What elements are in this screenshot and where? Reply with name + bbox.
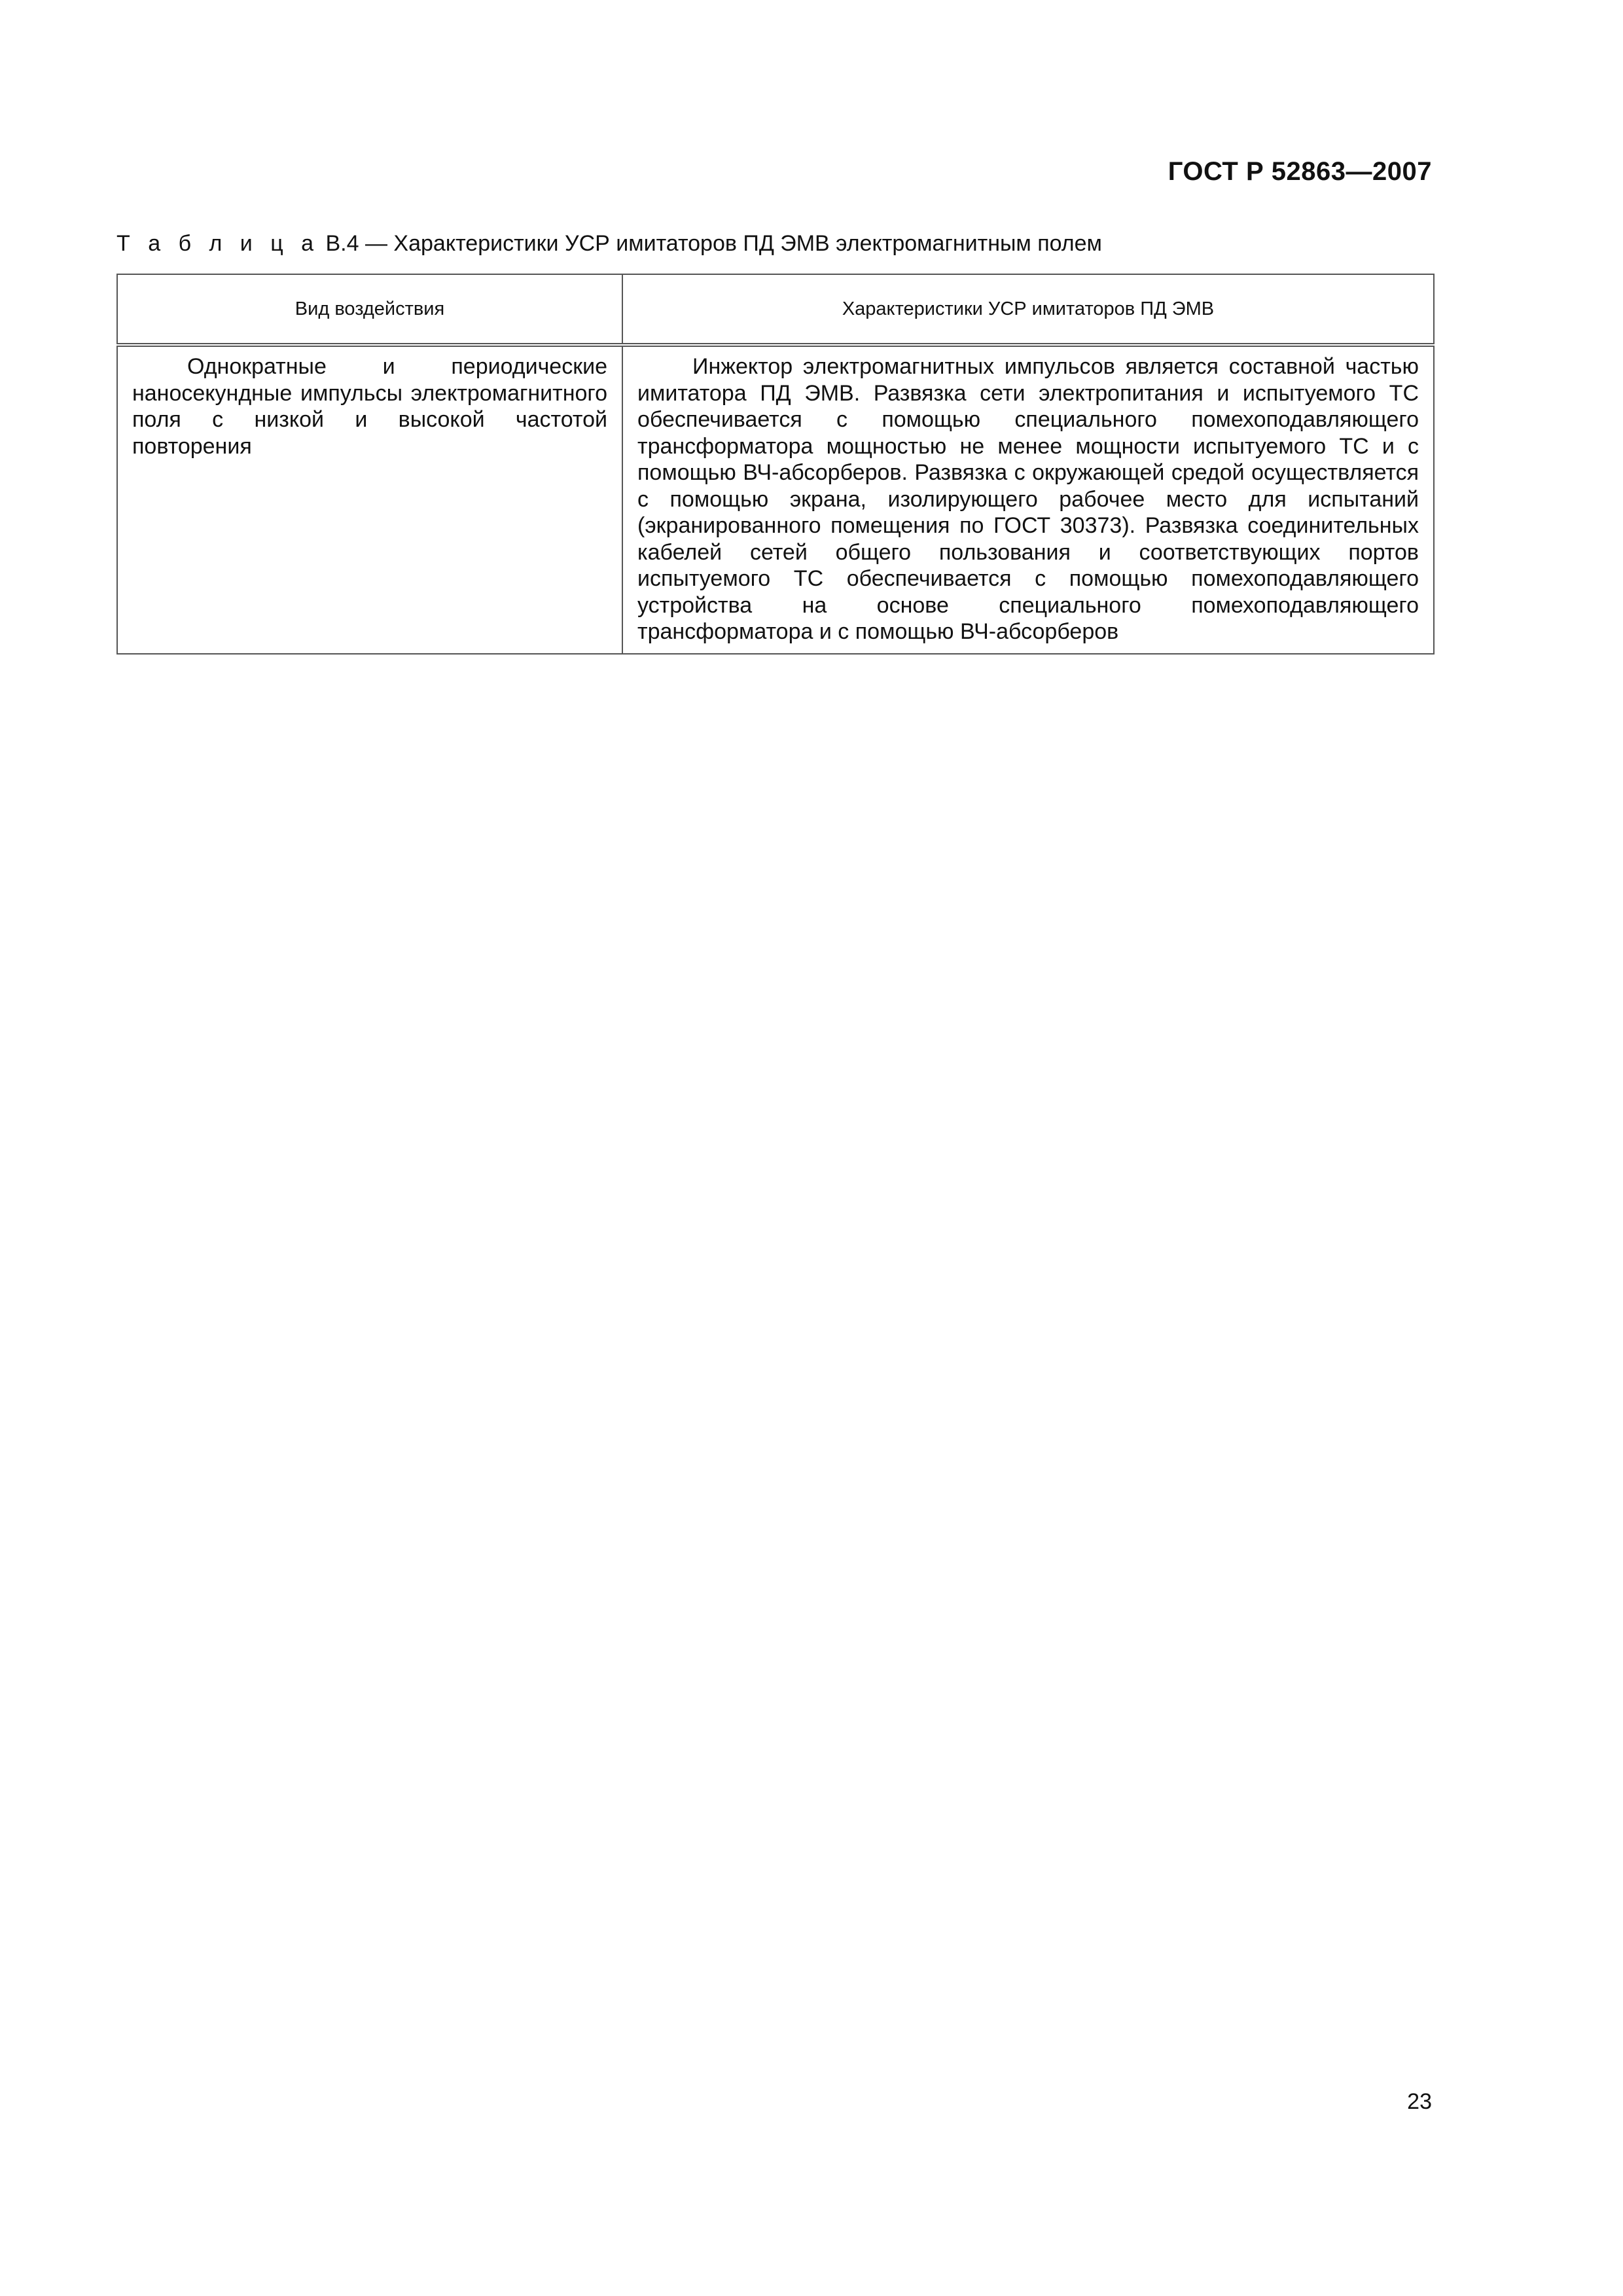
document-designation: ГОСТ Р 52863—2007: [1168, 157, 1432, 186]
cell-impact-type: [117, 345, 622, 654]
cell-characteristics: [622, 345, 1434, 654]
column-header-characteristics: Характеристики УСР имитаторов ПД ЭМВ: [622, 274, 1434, 345]
characteristics-text: Инжектор электромагнитных импульсов является составной частью имитатора ПД ЭМВ. Развязка сети электропитания и испытуемого ТС обеспечивается с помощью специального помехоподавляющего трансформатора мощностью не менее мощности испытуемого ТС и с помощью ВЧ-абсорберов. Развязка с окружающей средой осуществляется с помощью экрана, изолирующего рабочее место для испытаний (экранированного помещения по ГОСТ 30373). Развязка соединительных кабелей сетей общего пользования и соответствующих портов испытуемого ТС обеспечивается с помощью помехоподавляющего устройства на основе специального помехоподавляющего трансформатора и с помощью ВЧ-абсорберов: [637, 354, 1419, 644]
column-header-impact-type: Вид воздействия: [117, 274, 622, 345]
table-row: [117, 345, 1434, 654]
table-caption-text: В.4 — Характеристики УСР имитаторов ПД ЭМВ электромагнитным полем: [325, 231, 1102, 256]
characteristics-table: [116, 274, 1435, 655]
impact-type-text: Однократные и периодические наносекундные импульсы электромагнитного поля с низкой и высокой частотой повторения: [132, 354, 607, 459]
table-header-row: [117, 274, 1434, 345]
table-caption: [116, 231, 1102, 257]
table-caption-label: Т а б л и ц а: [116, 231, 320, 256]
page-number: 23: [1407, 2089, 1432, 2114]
